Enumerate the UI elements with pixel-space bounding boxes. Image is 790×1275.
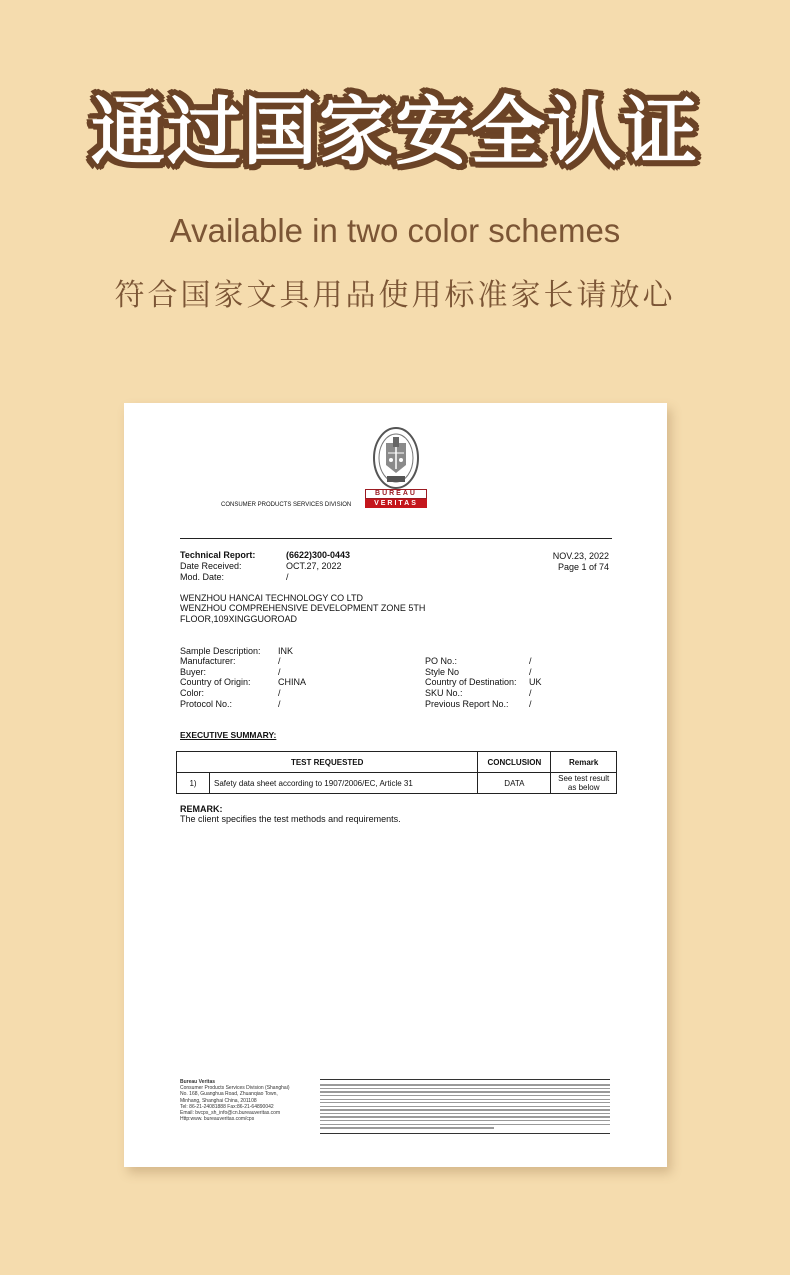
- footer-email: Email: bvcps_sh_info@cn.bureauveritas.com: [180, 1110, 281, 1117]
- disclaimer-line: [320, 1106, 610, 1107]
- color-label: Color:: [180, 688, 205, 698]
- header-test-requested: TEST REQUESTED: [177, 752, 478, 773]
- header-conclusion: CONCLUSION: [478, 752, 551, 773]
- sku-no-label: SKU No.:: [425, 688, 463, 698]
- protocol-no-label: Protocol No.:: [180, 699, 233, 709]
- manufacturer-label: Manufacturer:: [180, 656, 236, 666]
- style-no-value: /: [529, 667, 532, 677]
- footer-website: Http:www. bureauveritas.com/cps: [180, 1116, 255, 1123]
- test-results-table: [176, 751, 617, 794]
- row-test-requested: Safety data sheet according to 1907/2006/EC, Article 31: [210, 773, 478, 794]
- applicant-line-2: WENZHOU COMPREHENSIVE DEVELOPMENT ZONE 5TH: [180, 603, 426, 613]
- banner-subtitle-english: Available in two color schemes: [169, 212, 621, 249]
- executive-summary-heading: EXECUTIVE SUMMARY:: [180, 730, 277, 740]
- disclaimer-line: [320, 1127, 494, 1128]
- mod-date-label: Mod. Date:: [180, 572, 225, 582]
- protocol-no-value: /: [278, 699, 281, 709]
- disclaimer-line: [320, 1091, 610, 1092]
- previous-report-no-value: /: [529, 699, 532, 709]
- row-remark-line-2: as below: [567, 783, 600, 792]
- applicant-line-1: WENZHOU HANCAI TECHNOLOGY CO LTD: [180, 593, 364, 603]
- disclaimer-line: [320, 1120, 610, 1121]
- date-received-label: Date Received:: [180, 561, 242, 571]
- po-no-label: PO No.:: [425, 656, 458, 666]
- bureau-veritas-seal-icon: [365, 427, 427, 489]
- disclaimer-line: [320, 1124, 610, 1125]
- disclaimer-line: [320, 1109, 610, 1110]
- footer-phone: Tel: 86-21-24081888 Fax:86-21-64890042: [180, 1103, 274, 1110]
- disclaimer-line: [320, 1116, 610, 1117]
- sku-no-value: /: [529, 688, 532, 698]
- banner-subtitle-chinese: 符合国家文具用品使用标准家长请放心: [114, 278, 676, 313]
- style-no-label: Style No: [425, 667, 460, 677]
- row-remark-line-1: See test result: [558, 774, 610, 783]
- footer-city: Minhang, Shanghai China, 201108: [180, 1097, 257, 1104]
- country-of-origin-label: Country of Origin:: [180, 677, 251, 687]
- footer-company: Bureau Veritas: [180, 1079, 216, 1085]
- remark-title: REMARK:: [180, 804, 223, 814]
- division-name: CONSUMER PRODUCTS SERVICES DIVISION: [221, 502, 352, 508]
- disclaimer-line: [320, 1099, 610, 1100]
- sample-description-label: Sample Description:: [180, 646, 261, 656]
- bureau-veritas-wordmark: [365, 489, 427, 508]
- buyer-value: /: [278, 667, 281, 677]
- logo-veritas-text: VERITAS: [365, 499, 427, 508]
- color-value: /: [278, 688, 281, 698]
- header-remark: Remark: [551, 752, 617, 773]
- disclaimer-line: [320, 1088, 610, 1089]
- footer-disclaimer: [320, 1079, 610, 1134]
- remark-text: The client specifies the test methods and requirements.: [180, 814, 401, 824]
- disclaimer-line: [320, 1095, 610, 1096]
- country-of-destination-label: Country of Destination:: [425, 677, 517, 687]
- page-number: Page 1 of 74: [557, 562, 609, 572]
- previous-report-no-label: Previous Report No.:: [425, 699, 509, 709]
- row-conclusion: DATA: [478, 773, 551, 794]
- disclaimer-line: [320, 1084, 610, 1085]
- po-no-value: /: [529, 656, 532, 666]
- bureau-veritas-logo: [365, 427, 427, 494]
- disclaimer-line: [320, 1113, 610, 1114]
- date-received-value: OCT.27, 2022: [286, 561, 342, 571]
- banner-title: 通过国家安全认证: [91, 89, 699, 175]
- sample-description-value: INK: [278, 646, 294, 656]
- table-row: [177, 773, 617, 794]
- report-date: NOV.23, 2022: [552, 551, 609, 561]
- technical-report-label: Technical Report:: [180, 550, 256, 560]
- row-number: 1): [177, 773, 210, 794]
- country-of-destination-value: UK: [529, 677, 542, 687]
- header-rule: [180, 538, 612, 539]
- disclaimer-line: [320, 1102, 610, 1103]
- test-report-document: [124, 403, 667, 1167]
- buyer-label: Buyer:: [180, 667, 207, 677]
- footer-division: Consumer Products Services Division (Shanghai): [180, 1085, 290, 1092]
- applicant-line-3: FLOOR,109XINGGUOROAD: [180, 614, 298, 624]
- logo-bureau-text: BUREAU: [365, 489, 427, 499]
- footer-street: No. 168, Guanghua Road, Zhuanqiao Town,: [180, 1091, 278, 1098]
- mod-date-value: /: [286, 572, 289, 582]
- footer-address: [180, 1079, 320, 1122]
- technical-report-value: (6622)300-0443: [286, 550, 351, 560]
- manufacturer-value: /: [278, 656, 281, 666]
- country-of-origin-value: CHINA: [278, 677, 307, 687]
- row-remark: [551, 773, 617, 794]
- table-header-row: [177, 752, 617, 773]
